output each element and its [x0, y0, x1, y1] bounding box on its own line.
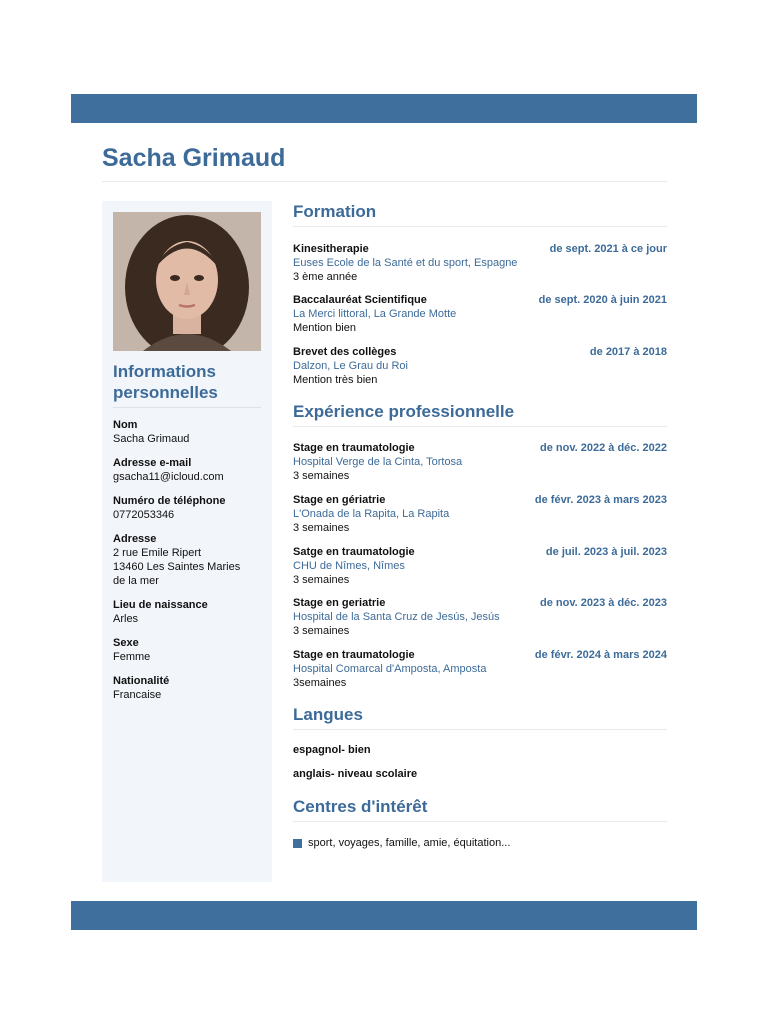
- divider: [293, 426, 667, 427]
- formation-entry: [293, 345, 667, 387]
- footer-band: [71, 901, 697, 930]
- profile-photo: [113, 212, 261, 351]
- experience-entry: [293, 648, 667, 690]
- entry-dates: de nov. 2023 à déc. 2023: [540, 597, 667, 609]
- info-value: Arles: [113, 613, 139, 625]
- info-value: 0772053346: [113, 509, 175, 521]
- entry-place: CHU de Nîmes, Nîmes: [293, 560, 405, 572]
- info-item-address: [113, 532, 269, 588]
- entry-dates: de févr. 2023 à mars 2023: [534, 494, 667, 506]
- info-value: Francaise: [113, 689, 162, 701]
- entry-detail: Mention bien: [293, 322, 356, 334]
- square-bullet-icon: [293, 839, 302, 848]
- info-item-sex: [113, 636, 269, 664]
- experience-entry: [293, 441, 667, 483]
- entry-dates: de juil. 2023 à juil. 2023: [545, 546, 667, 558]
- language-item: anglais- niveau scolaire: [293, 768, 418, 780]
- language-item: espagnol- bien: [293, 744, 371, 756]
- info-value: Femme: [113, 651, 151, 663]
- header-band: [71, 94, 697, 123]
- entry-title: Brevet des collèges: [293, 346, 397, 358]
- entry-title: Baccalauréat Scientifique: [293, 294, 427, 306]
- entry-title: Stage en gériatrie: [293, 494, 386, 506]
- entry-place: Dalzon, Le Grau du Roi: [293, 360, 408, 372]
- section-title-experience: Expérience professionnelle: [293, 402, 515, 421]
- entry-place: La Merci littoral, La Grande Motte: [293, 308, 457, 320]
- entry-dates: de sept. 2020 à juin 2021: [538, 294, 667, 306]
- section-title-langues: Langues: [293, 705, 363, 724]
- experience-entry: [293, 545, 667, 587]
- entry-title: Stage en traumatologie: [293, 442, 415, 454]
- info-value: 2 rue Emile Ripert 13460 Les Saintes Maries de la mer: [113, 547, 241, 587]
- interest-item: [293, 837, 510, 849]
- entry-title: Stage en traumatologie: [293, 649, 415, 661]
- info-label: Adresse e-mail: [113, 457, 192, 469]
- entry-place: Hospital Verge de la Cinta, Tortosa: [293, 456, 463, 468]
- info-item-nationality: [113, 674, 269, 702]
- sidebar-title: Informations personnelles: [113, 362, 218, 402]
- entry-place: Hospital Comarcal d'Amposta, Amposta: [293, 663, 487, 675]
- interest-text: sport, voyages, famille, amie, équitation...: [308, 837, 511, 849]
- info-value: gsacha11@icloud.com: [113, 471, 224, 483]
- section-title-interets: Centres d'intérêt: [293, 797, 428, 816]
- entry-title: Stage en geriatrie: [293, 597, 386, 609]
- divider: [293, 821, 667, 822]
- info-item-birthplace: [113, 598, 269, 626]
- entry-dates: de févr. 2024 à mars 2024: [534, 649, 667, 661]
- formation-entry: [293, 242, 667, 284]
- entry-detail: 3 semaines: [293, 522, 350, 534]
- section-title-formation: Formation: [293, 202, 377, 221]
- cv-name: Sacha Grimaud: [102, 144, 286, 172]
- entry-detail: Mention très bien: [293, 374, 378, 386]
- info-item-email: [113, 456, 269, 484]
- personal-info-list: [113, 418, 269, 712]
- entry-place: Hospital de la Santa Cruz de Jesús, Jesús: [293, 611, 500, 623]
- experience-entry: [293, 493, 667, 535]
- divider: [293, 226, 667, 227]
- info-label: Lieu de naissance: [113, 599, 208, 611]
- entry-dates: de nov. 2022 à déc. 2022: [540, 442, 667, 454]
- info-label: Sexe: [113, 637, 139, 649]
- info-label: Nationalité: [113, 675, 170, 687]
- entry-detail: 3 ème année: [293, 271, 358, 283]
- info-value: Sacha Grimaud: [113, 433, 190, 445]
- entry-place: Euses Ecole de la Santé et du sport, Espagne: [293, 257, 518, 269]
- entry-dates: de sept. 2021 à ce jour: [549, 243, 667, 255]
- entry-detail: 3 semaines: [293, 574, 350, 586]
- info-label: Nom: [113, 419, 138, 431]
- entry-detail: 3 semaines: [293, 470, 350, 482]
- entry-dates: de 2017 à 2018: [589, 346, 667, 358]
- info-label: Numéro de téléphone: [113, 495, 226, 507]
- sidebar: [102, 201, 272, 882]
- info-label: Adresse: [113, 533, 157, 545]
- entry-title: Satge en traumatologie: [293, 546, 415, 558]
- formation-entry: [293, 293, 667, 335]
- experience-entry: [293, 596, 667, 638]
- divider: [113, 407, 261, 408]
- info-item-phone: [113, 494, 269, 522]
- divider: [102, 181, 667, 182]
- entry-detail: 3 semaines: [293, 625, 350, 637]
- entry-detail: 3semaines: [293, 677, 347, 689]
- entry-place: L'Onada de la Rapita, La Rapita: [293, 508, 450, 520]
- entry-title: Kinesitherapie: [293, 243, 369, 255]
- divider: [293, 729, 667, 730]
- info-item-nom: [113, 418, 269, 446]
